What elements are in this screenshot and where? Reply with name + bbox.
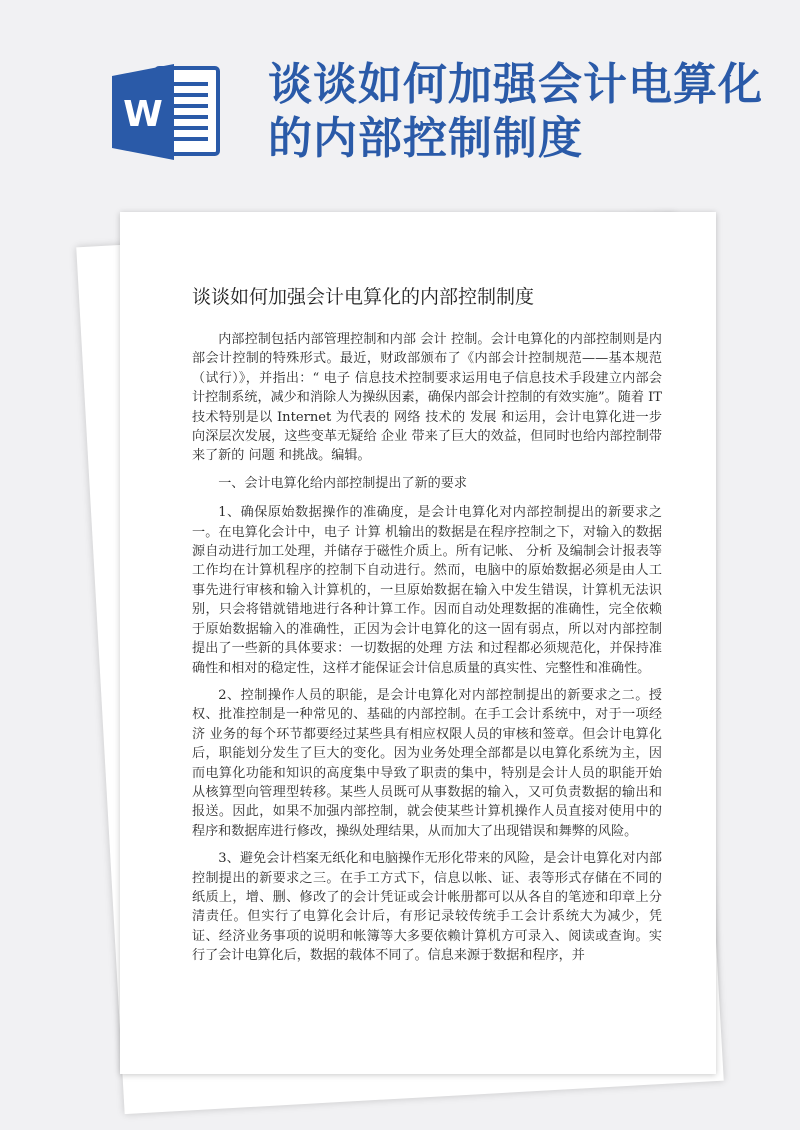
paragraph-3: 3、避免会计档案无纸化和电脑操作无形化带来的风险，是会计电算化对内部控制提出的新要求之三。在手工方式下，信息以帐、证、表等形式存储在不同的纸质上，增、删、修改了的会计凭证或会计帐册都可以从各自的笔迹和印章上分清责任。但实行了电算化会计后，有形记录较传统手工会计系统大为减少，凭证、经济业务事项的说明和帐簿等大多要依赖计算机方可录入、阅读或查询。实行了会计电算化后，数据的载体不同了。信息来源于数据和程序，并 — [192, 851, 662, 964]
banner-title: 谈谈如何加强会计电算化的内部控制制度 — [268, 59, 763, 164]
svg-text:W: W — [123, 94, 163, 135]
paragraph-2: 2、控制操作人员的职能，是会计电算化对内部控制提出的新要求之二。授权、批准控制是一种常见的、基础的内部控制。在手工会计系统中，对于一项经济 业务的每个环节都要经过某些具有相应权限人员的审核和签章。但会计电算化后，职能划分发生了巨大的变化。因为业务处理全部都是以电算化系统为主，因而电算化功能和知识的高度集中导致了职责的集中，特别是会计人员的职能开始从核算型向管理型转移。某些人员既可从事数据的输入，又可负责数据的输出和报送。因此，如果不加强内部控制，就会使某些计算机操作人员直接对使用中的程序和数据库进行修改，操纵处理结果，从而加大了出现错误和舞弊的风险。 — [192, 687, 662, 839]
banner — [0, 0, 800, 190]
document-title: 谈谈如何加强会计电算化的内部控制制度 — [192, 286, 535, 308]
intro-paragraph: 内部控制包括内部管理控制和内部 会计 控制。会计电算化的内部控制则是内部会计控制的特殊形式。最近，财政部颁布了《内部会计控制规范——基本规范（试行）》，并指出：“ 电子 信息技术控制要求运用电子信息技术手段建立内部会计控制系统，减少和消除人为操纵因素，确保内部会计控制的有效实施”。随着 IT 技术特别是以 Internet 为代表的 网络 技术的 发展 和运用，会计电算化进一步向深层次发展，这些变革无疑给 企业 带来了巨大的效益，但同时也给内部控制带来了新的 问题 和挑战。编辑。 — [192, 332, 662, 464]
section-heading: 一、会计电算化给内部控制提出了新的要求 — [218, 475, 467, 491]
word-document-icon — [112, 62, 224, 162]
paragraph-1: 1、确保原始数据操作的准确度，是会计电算化对内部控制提出的新要求之一。在电算化会计中，电子 计算 机输出的数据是在程序控制之下，对输入的数据源自动进行加工处理，并储存于磁性介质上。所有记帐、 分析 及编制会计报表等工作均在计算机程序的控制下自动进行。然而，电脑中的原始数据必须是由人工事先进行审核和输入计算机的，一旦原始数据在输入中发生错误，计算机无法识别，只会将错就错地进行各种计算工作。因而自动处理数据的准确性，完全依赖于原始数据输入的准确性，正因为会计电算化的这一固有弱点，所以对内部控制提出了一些新的具体要求：一切数据的处理 方法 和过程都必须规范化，并保持准确性和相对的稳定性，这样才能保证会计信息质量的真实性、完整性和准确性。 — [192, 505, 662, 676]
document-body — [192, 330, 662, 974]
document-page — [120, 212, 716, 1074]
